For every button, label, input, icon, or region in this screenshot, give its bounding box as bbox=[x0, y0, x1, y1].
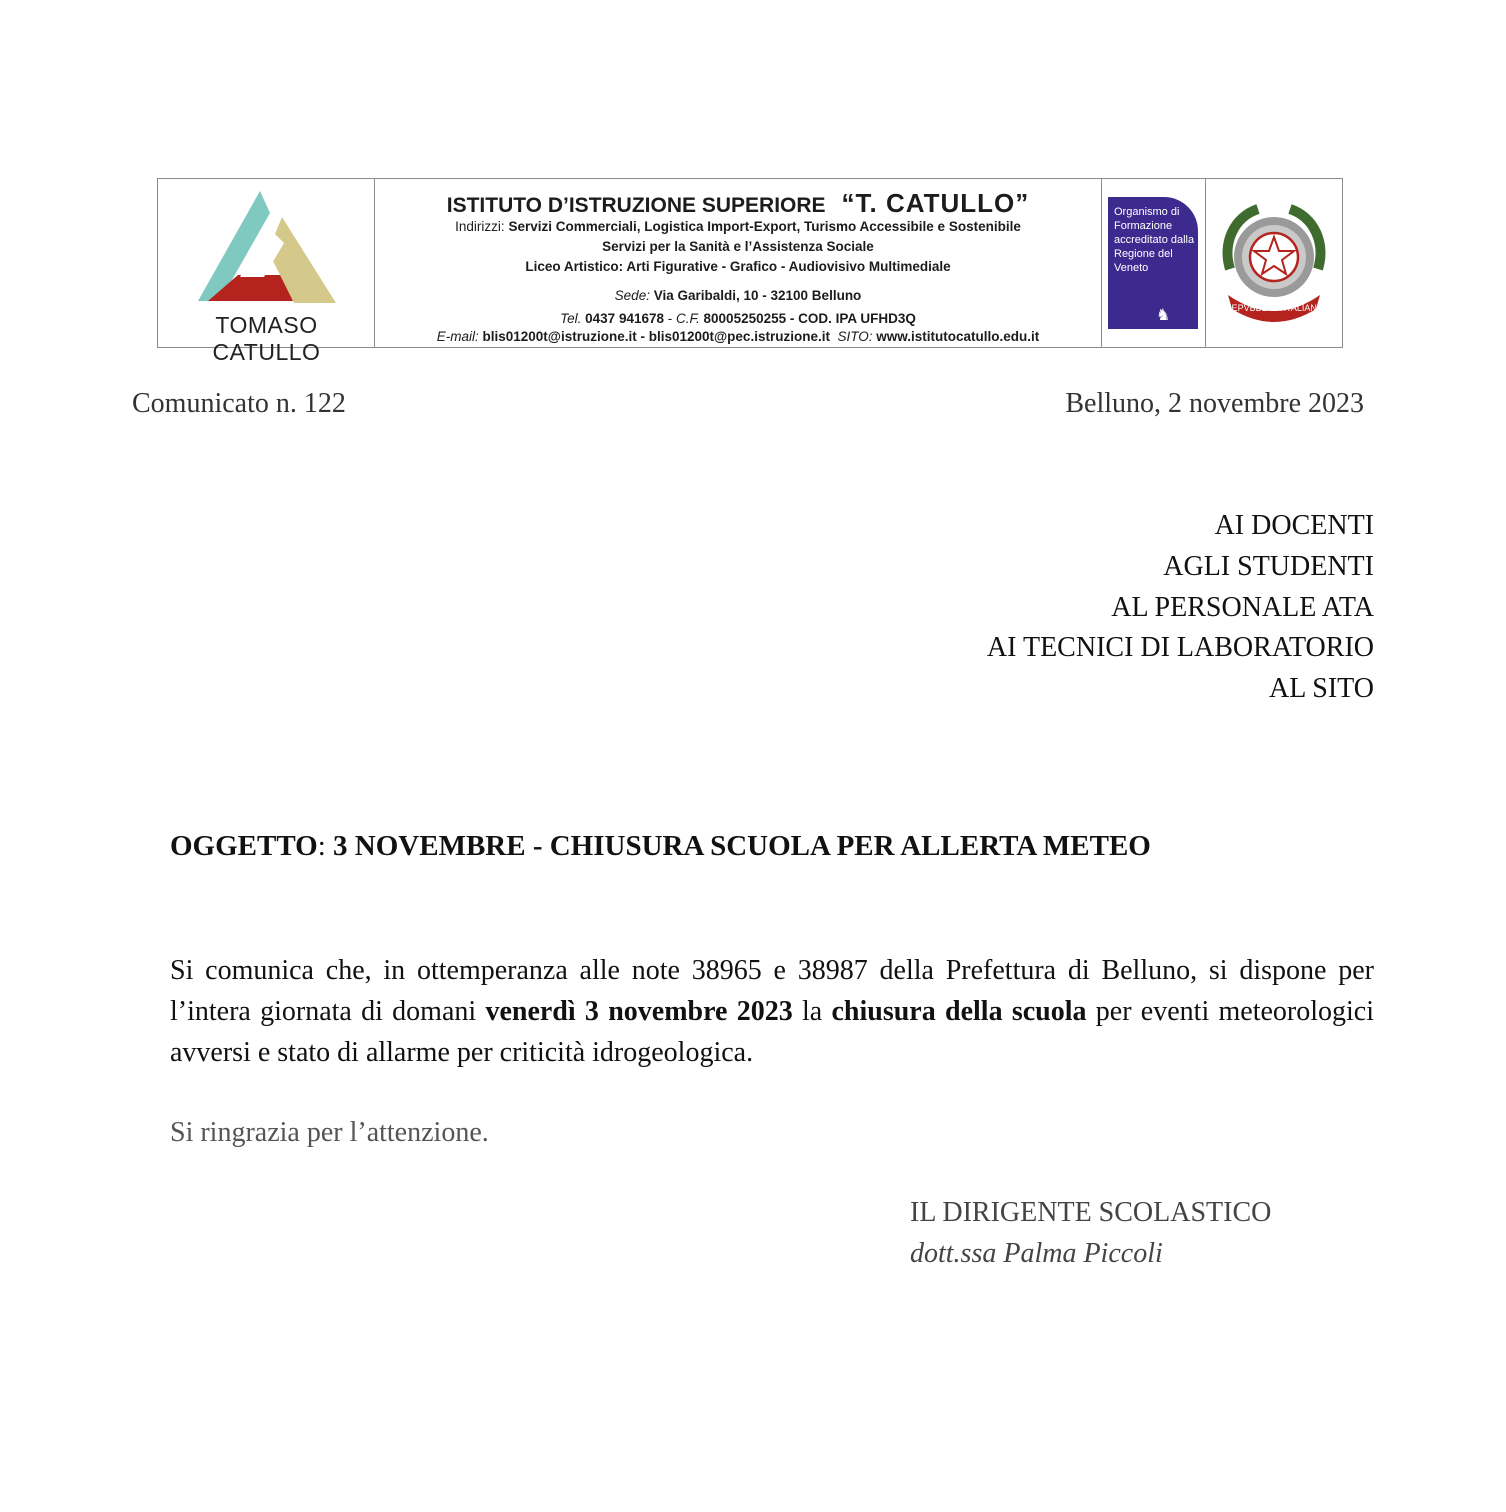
subject-colon: : bbox=[317, 830, 326, 862]
tel-label: Tel. bbox=[560, 311, 582, 326]
letterhead bbox=[157, 178, 1343, 365]
liceo-text: Liceo Artistico: Arti Figurative - Grafico - Audiovisivo Multimediale bbox=[525, 259, 951, 274]
email-value: blis01200t@istruzione.it - blis01200t@pec.istruzione.it bbox=[482, 329, 830, 344]
emblem-text: REPVBBLICA ITALIANA bbox=[1225, 303, 1323, 313]
servizi-text: Servizi per la Sanità e l’Assistenza Sociale bbox=[602, 239, 874, 254]
school-logo bbox=[158, 179, 375, 365]
body-paragraph bbox=[170, 950, 1374, 1073]
logo-text: TOMASO CATULLO bbox=[212, 312, 321, 365]
cf-value: 80005250255 - COD. IPA UFHD3Q bbox=[703, 311, 916, 326]
indirizzi-line bbox=[375, 219, 1101, 234]
lion-icon: ♞ bbox=[1156, 307, 1171, 324]
triangle-logo-icon bbox=[198, 191, 338, 309]
sito-label: SITO: bbox=[837, 329, 873, 344]
italian-emblem-icon bbox=[1216, 199, 1332, 327]
body-part-1: Si comunica che, in ottemperanza alle note 38965 e 38987 della Prefettura di Belluno, si dispone per l’intera giornata di domani bbox=[170, 955, 1374, 1027]
institute-prefix: ISTITUTO D’ISTRUZIONE SUPERIORE bbox=[446, 194, 826, 217]
republic-emblem bbox=[1206, 179, 1342, 347]
tel-line: Tel. 0437 941678 - C.F. 80005250255 - COD. IPA UFHD3Q bbox=[560, 311, 916, 326]
email-line bbox=[375, 329, 1101, 344]
servizi-line bbox=[375, 239, 1101, 254]
subject-text: 3 NOVEMBRE - CHIUSURA SCUOLA PER ALLERTA METEO bbox=[325, 830, 1151, 862]
body-part-2: la bbox=[792, 996, 832, 1027]
institute-title bbox=[375, 188, 1101, 219]
communique-date: Belluno, 2 novembre 2023 bbox=[1065, 388, 1364, 419]
sede-label: Sede: bbox=[614, 288, 650, 303]
closing-thanks: Si ringrazia per l’attenzione. bbox=[170, 1117, 489, 1148]
institute-info bbox=[375, 179, 1102, 347]
signature-name: dott.ssa Palma Piccoli bbox=[910, 1238, 1163, 1269]
tel-value: 0437 941678 bbox=[585, 311, 664, 326]
signature-title: IL DIRIGENTE SCOLASTICO bbox=[910, 1197, 1272, 1228]
email-label: E-mail: bbox=[436, 329, 479, 344]
recipient-docenti: AI DOCENTI bbox=[1214, 510, 1374, 541]
body-part-3: per eventi meteorologici avversi e stato di allarme per criticità idrogeologica. bbox=[170, 996, 1375, 1068]
subject-label: OGGETTO bbox=[170, 830, 318, 862]
veneto-text: Organismo di Formazione accreditato dalla Regione del Veneto bbox=[1114, 206, 1195, 274]
institute-name: “T. CATULLO” bbox=[841, 188, 1030, 218]
sede-line bbox=[375, 288, 1101, 303]
cf-label: C.F. bbox=[676, 311, 700, 326]
recipient-sito: AL SITO bbox=[1269, 673, 1374, 704]
sede-value: Via Garibaldi, 10 - 32100 Belluno bbox=[653, 288, 862, 303]
indirizzi-value: Servizi Commerciali, Logistica Import-Export, Turismo Accessibile e Sostenibile bbox=[508, 219, 1021, 234]
recipient-studenti: AGLI STUDENTI bbox=[1163, 551, 1374, 582]
veneto-box bbox=[1108, 197, 1198, 329]
body-closure-bold: chiusura della scuola bbox=[831, 996, 1087, 1027]
body-date-bold: venerdì 3 novembre 2023 bbox=[485, 996, 793, 1027]
subject-line bbox=[170, 830, 1151, 863]
liceo-line bbox=[375, 259, 1101, 274]
recipient-personale-ata: AL PERSONALE ATA bbox=[1111, 592, 1374, 623]
regione-veneto-badge bbox=[1102, 179, 1206, 347]
sito-value: www.istitutocatullo.edu.it bbox=[876, 329, 1040, 344]
indirizzi-label: Indirizzi: bbox=[455, 219, 505, 234]
recipient-tecnici: AI TECNICI DI LABORATORIO bbox=[986, 632, 1374, 663]
communique-number: Comunicato n. 122 bbox=[132, 388, 346, 419]
